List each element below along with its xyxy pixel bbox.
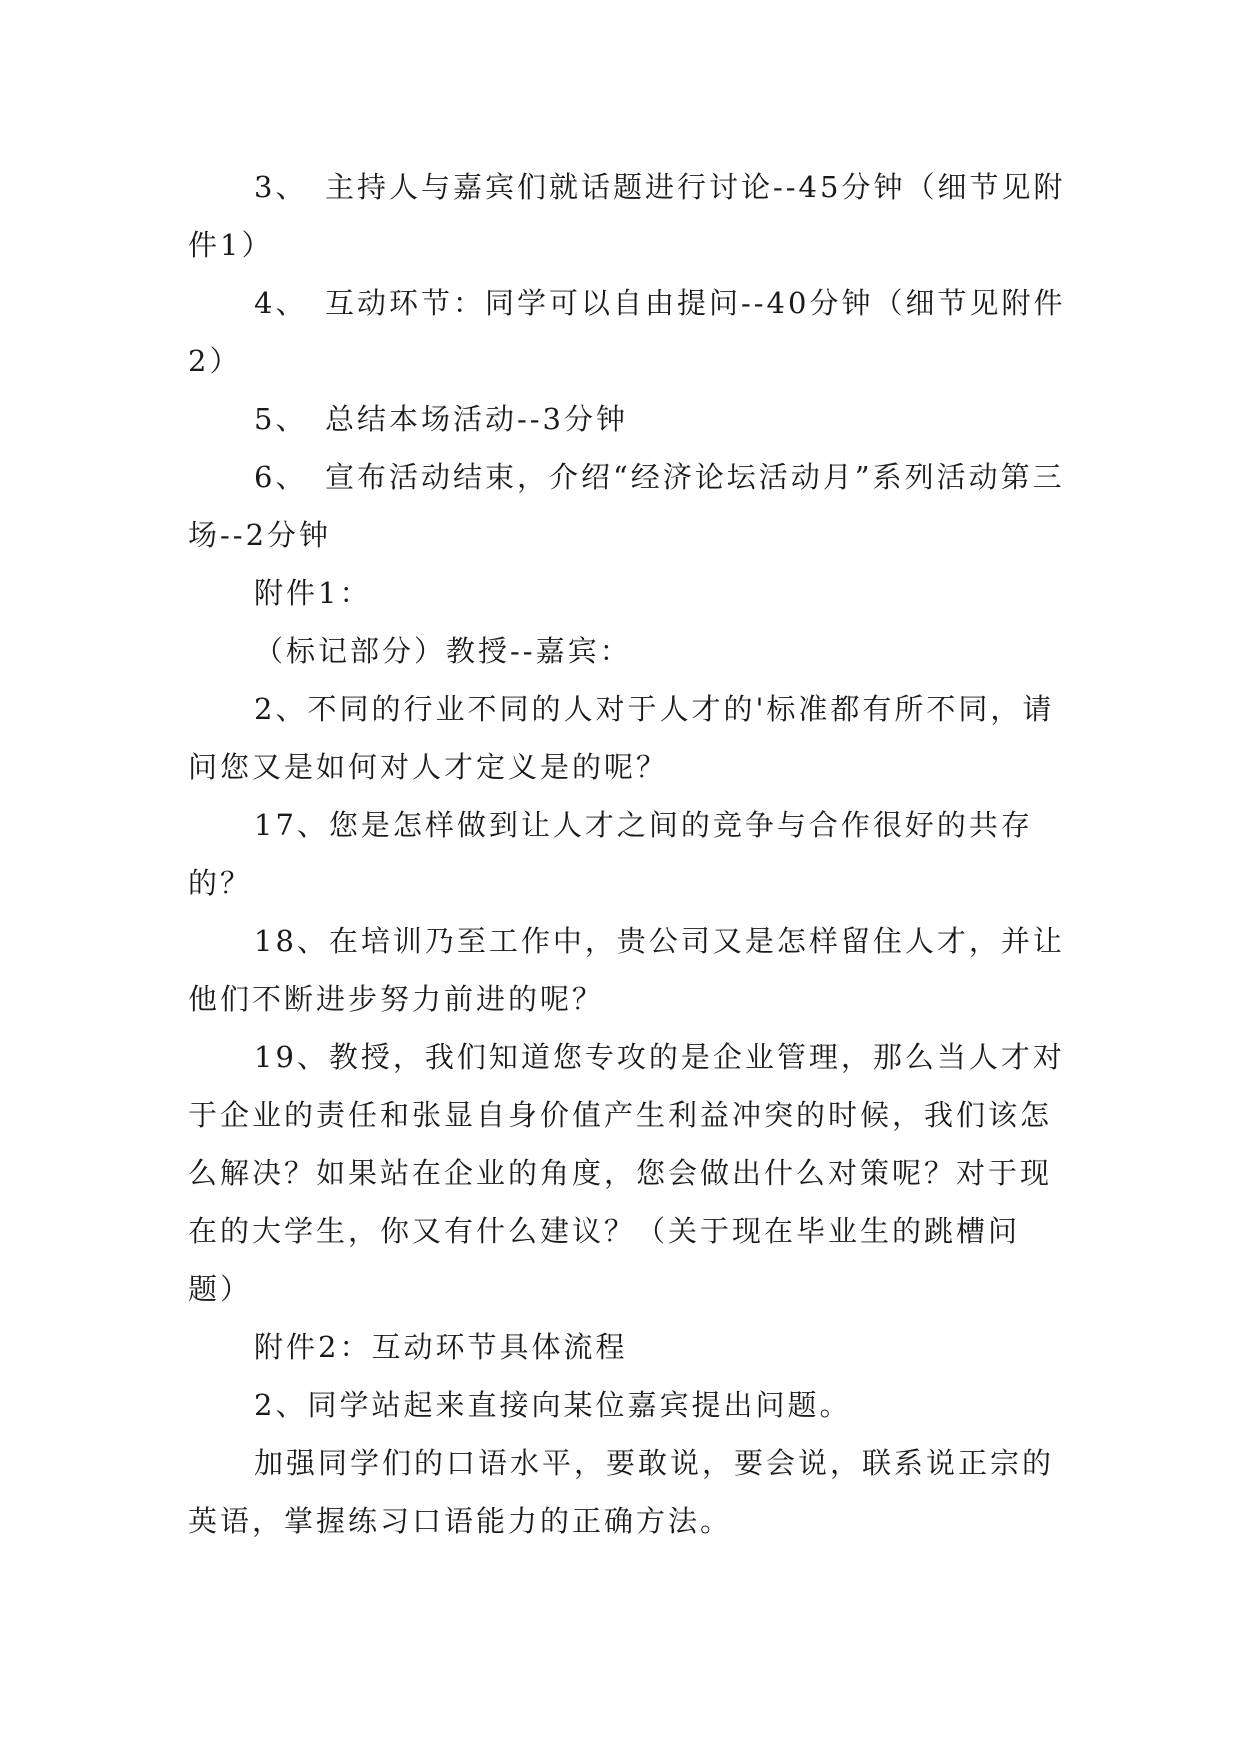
question-18: 18、在培训乃至工作中，贵公司又是怎样留住人才，并让他们不断进步努力前进的呢？ bbox=[188, 924, 1065, 1016]
question-2: 2、不同的行业不同的人对于人才的'标准都有所不同，请问您又是如何对人才定义是的呢？ bbox=[188, 692, 1055, 784]
appendix-1-heading: 附件1： bbox=[254, 576, 372, 610]
paragraph-item-6: 6、 宣布活动结束，介绍“经济论坛活动月”系列活动第三场--2分钟 bbox=[188, 460, 1065, 552]
appendix-2-heading: 附件2：互动环节具体流程 bbox=[254, 1330, 628, 1364]
appendix-1-subheading: （标记部分）教授--嘉宾： bbox=[254, 634, 632, 668]
document-body bbox=[188, 158, 1068, 1550]
paragraph-item-3: 3、 主持人与嘉宾们就话题进行讨论--45分钟（细节见附件1） bbox=[188, 170, 1066, 262]
paragraph-item-4: 4、 互动环节：同学可以自由提问--40分钟（细节见附件2） bbox=[188, 286, 1066, 378]
question-19: 19、教授，我们知道您专攻的是企业管理，那么当人才对于企业的责任和张显自身价值产生利益冲突的时候，我们该怎么解决？如果站在企业的角度，您会做出什么对策呢？对于现在的大学生，你又有什么建议？（关于现在毕业生的跳槽问题） bbox=[188, 1040, 1065, 1306]
closing-paragraph: 加强同学们的口语水平，要敢说，要会说，联系说正宗的英语，掌握练习口语能力的正确方法。 bbox=[188, 1446, 1055, 1538]
interaction-step-2: 2、同学站起来直接向某位嘉宾提出问题。 bbox=[254, 1388, 852, 1422]
question-17: 17、您是怎样做到让人才之间的竞争与合作很好的共存的？ bbox=[188, 808, 1033, 900]
paragraph-item-5: 5、 总结本场活动--3分钟 bbox=[254, 402, 628, 436]
